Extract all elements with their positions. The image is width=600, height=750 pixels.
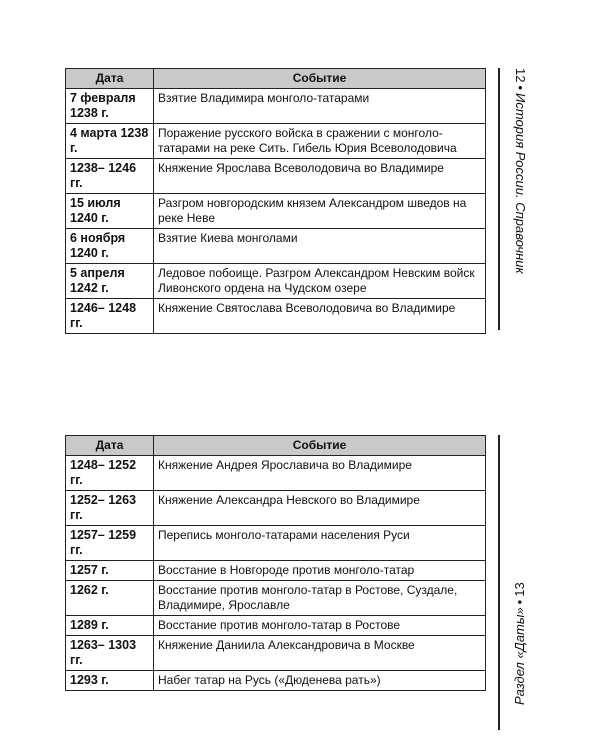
date-cell: 1246– 1248 гг.: [66, 299, 154, 334]
date-cell: 15 июля 1240 г.: [66, 194, 154, 229]
table-row: [66, 616, 486, 636]
table-row: [66, 636, 486, 671]
event-cell: Взятие Киева монголами: [154, 229, 486, 264]
event-cell: Княжение Даниила Александровича в Москве: [154, 636, 486, 671]
table-row: [66, 526, 486, 561]
table-row: [66, 561, 486, 581]
running-head-title: История России. Справочник: [513, 93, 528, 274]
running-head-title: Раздел «Даты»: [512, 607, 527, 705]
table-row: [66, 194, 486, 229]
table-row: [66, 264, 486, 299]
event-cell: Поражение русского войска в сражении с монголо-татарами на реке Сить. Гибель Юрия Всеволодовича: [154, 124, 486, 159]
event-cell: Восстание в Новгороде против монголо-татар: [154, 561, 486, 581]
date-cell: 1289 г.: [66, 616, 154, 636]
table-row: [66, 581, 486, 616]
date-cell: 7 февраля 1238 г.: [66, 89, 154, 124]
event-cell: Княжение Александра Невского во Владимире: [154, 491, 486, 526]
event-cell: Перепись монголо-татарами населения Руси: [154, 526, 486, 561]
date-cell: 1257 г.: [66, 561, 154, 581]
dates-table: [65, 68, 486, 334]
date-cell: 4 марта 1238 г.: [66, 124, 154, 159]
table-header-row: [66, 436, 486, 456]
date-cell: 6 ноября 1240 г.: [66, 229, 154, 264]
dates-table: [65, 435, 486, 691]
table-header-row: [66, 69, 486, 89]
header-event: Событие: [154, 69, 486, 89]
bullet-separator: •: [512, 599, 527, 605]
event-cell: Разгром новгородским князем Александром шведов на реке Неве: [154, 194, 486, 229]
running-head: [512, 375, 528, 750]
running-head: [512, 0, 528, 375]
date-cell: 1257– 1259 гг.: [66, 526, 154, 561]
margin-rule: [498, 68, 500, 330]
date-cell: 1238– 1246 гг.: [66, 159, 154, 194]
margin-rule: [498, 435, 500, 730]
event-cell: Восстание против монголо-татар в Ростове, Суздале, Владимире, Ярославле: [154, 581, 486, 616]
header-date: Дата: [66, 436, 154, 456]
table-row: [66, 229, 486, 264]
event-cell: Княжение Андрея Ярославича во Владимире: [154, 456, 486, 491]
header-event: Событие: [154, 436, 486, 456]
table-row: [66, 671, 486, 691]
header-date: Дата: [66, 69, 154, 89]
table-row: [66, 124, 486, 159]
table-row: [66, 299, 486, 334]
page-number: 12: [513, 68, 528, 83]
table-row: [66, 89, 486, 124]
event-cell: Взятие Владимира монголо-татарами: [154, 89, 486, 124]
event-cell: Набег татар на Русь («Дюденева рать»): [154, 671, 486, 691]
date-cell: 5 апреля 1242 г.: [66, 264, 154, 299]
table-row: [66, 456, 486, 491]
date-cell: 1262 г.: [66, 581, 154, 616]
table-row: [66, 491, 486, 526]
date-cell: 1293 г.: [66, 671, 154, 691]
date-cell: 1252– 1263 гг.: [66, 491, 154, 526]
table-row: [66, 159, 486, 194]
date-cell: 1248– 1252 гг.: [66, 456, 154, 491]
bullet-separator: •: [513, 85, 528, 91]
event-cell: Восстание против монголо-татар в Ростове: [154, 616, 486, 636]
page-13: [0, 375, 600, 750]
page-number: 13: [512, 582, 527, 597]
event-cell: Княжение Святослава Всеволодовича во Владимире: [154, 299, 486, 334]
event-cell: Княжение Ярослава Всеволодовича во Владимире: [154, 159, 486, 194]
event-cell: Ледовое побоище. Разгром Александром Невским войск Ливонского ордена на Чудском озере: [154, 264, 486, 299]
date-cell: 1263– 1303 гг.: [66, 636, 154, 671]
